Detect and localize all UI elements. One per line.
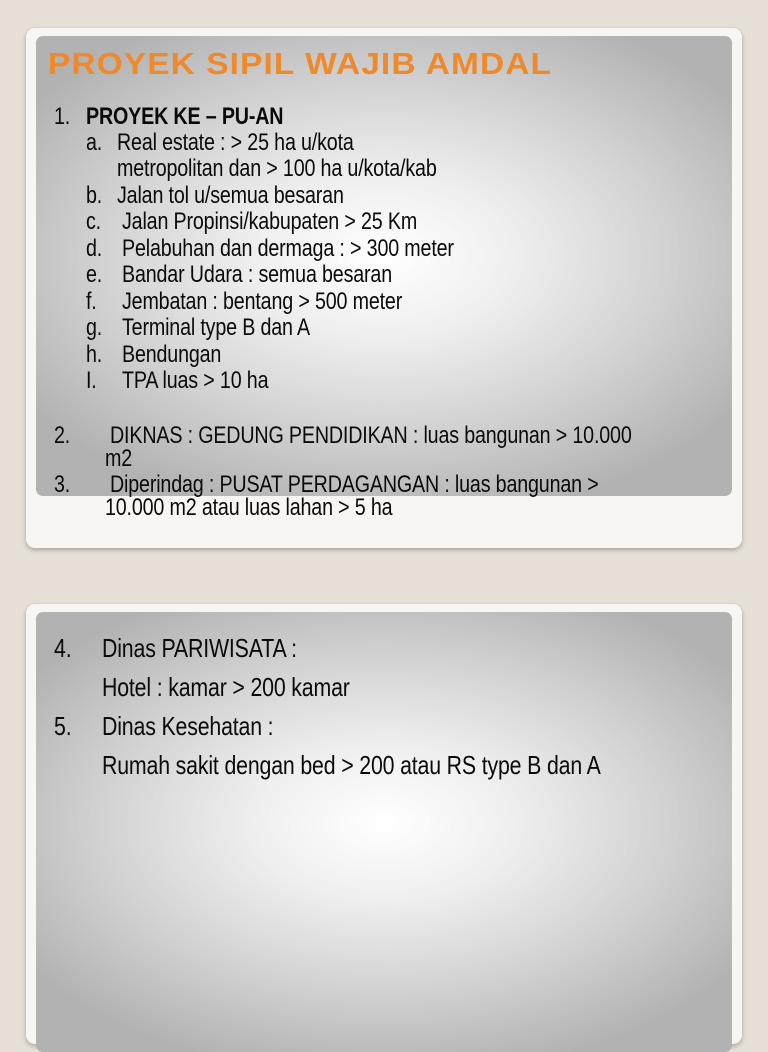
item-4-heading: Dinas PARIWISATA : xyxy=(102,633,297,663)
subitem-i-letter: I. xyxy=(86,367,97,394)
item-2-number: 2. xyxy=(54,422,71,449)
item-1-heading: PROYEK KE – PU-AN xyxy=(86,103,284,130)
item-2-text: DIKNAS : GEDUNG PENDIDIKAN : luas bangunan > 10.000 xyxy=(110,422,632,449)
subitem-c-text: Jalan Propinsi/kabupaten > 25 Km xyxy=(122,208,418,235)
item-4-number: 4. xyxy=(54,633,72,663)
item-3-number: 3. xyxy=(54,471,71,498)
item-4-detail: Hotel : kamar > 200 kamar xyxy=(102,672,350,702)
item-3-text-continued: 10.000 m2 atau luas lahan > 5 ha xyxy=(105,494,393,521)
item-5-heading: Dinas Kesehatan : xyxy=(102,711,274,741)
item-5-detail: Rumah sakit dengan bed > 200 atau RS type B dan A xyxy=(102,750,601,780)
item-1-number: 1. xyxy=(54,103,71,130)
slide-title: PROYEK SIPIL WAJIB AMDAL xyxy=(48,46,553,81)
subitem-g-text: Terminal type B dan A xyxy=(122,314,310,341)
subitem-c-letter: c. xyxy=(86,208,101,235)
subitem-f-letter: f. xyxy=(86,288,97,315)
subitem-a-text-continued: metropolitan dan > 100 ha u/kota/kab xyxy=(117,155,437,182)
subitem-d-text: Pelabuhan dan dermaga : > 300 meter xyxy=(122,235,454,262)
subitem-h-text: Bendungan xyxy=(122,341,222,368)
subitem-a-text: Real estate : > 25 ha u/kota xyxy=(117,129,354,156)
subitem-d-letter: d. xyxy=(86,235,103,262)
subitem-b-text: Jalan tol u/semua besaran xyxy=(117,182,344,209)
subitem-i-text: TPA luas > 10 ha xyxy=(122,367,269,394)
subitem-a-letter: a. xyxy=(86,129,103,156)
subitem-h-letter: h. xyxy=(86,341,103,368)
subitem-f-text: Jembatan : bentang > 500 meter xyxy=(122,288,403,315)
item-5-number: 5. xyxy=(54,711,72,741)
item-3-text: Diperindag : PUSAT PERDAGANGAN : luas bangunan > xyxy=(110,471,599,498)
subitem-b-letter: b. xyxy=(86,182,103,209)
subitem-e-letter: e. xyxy=(86,261,103,288)
subitem-g-letter: g. xyxy=(86,314,103,341)
subitem-e-text: Bandar Udara : semua besaran xyxy=(122,261,392,288)
item-2-text-continued: m2 xyxy=(105,445,133,472)
